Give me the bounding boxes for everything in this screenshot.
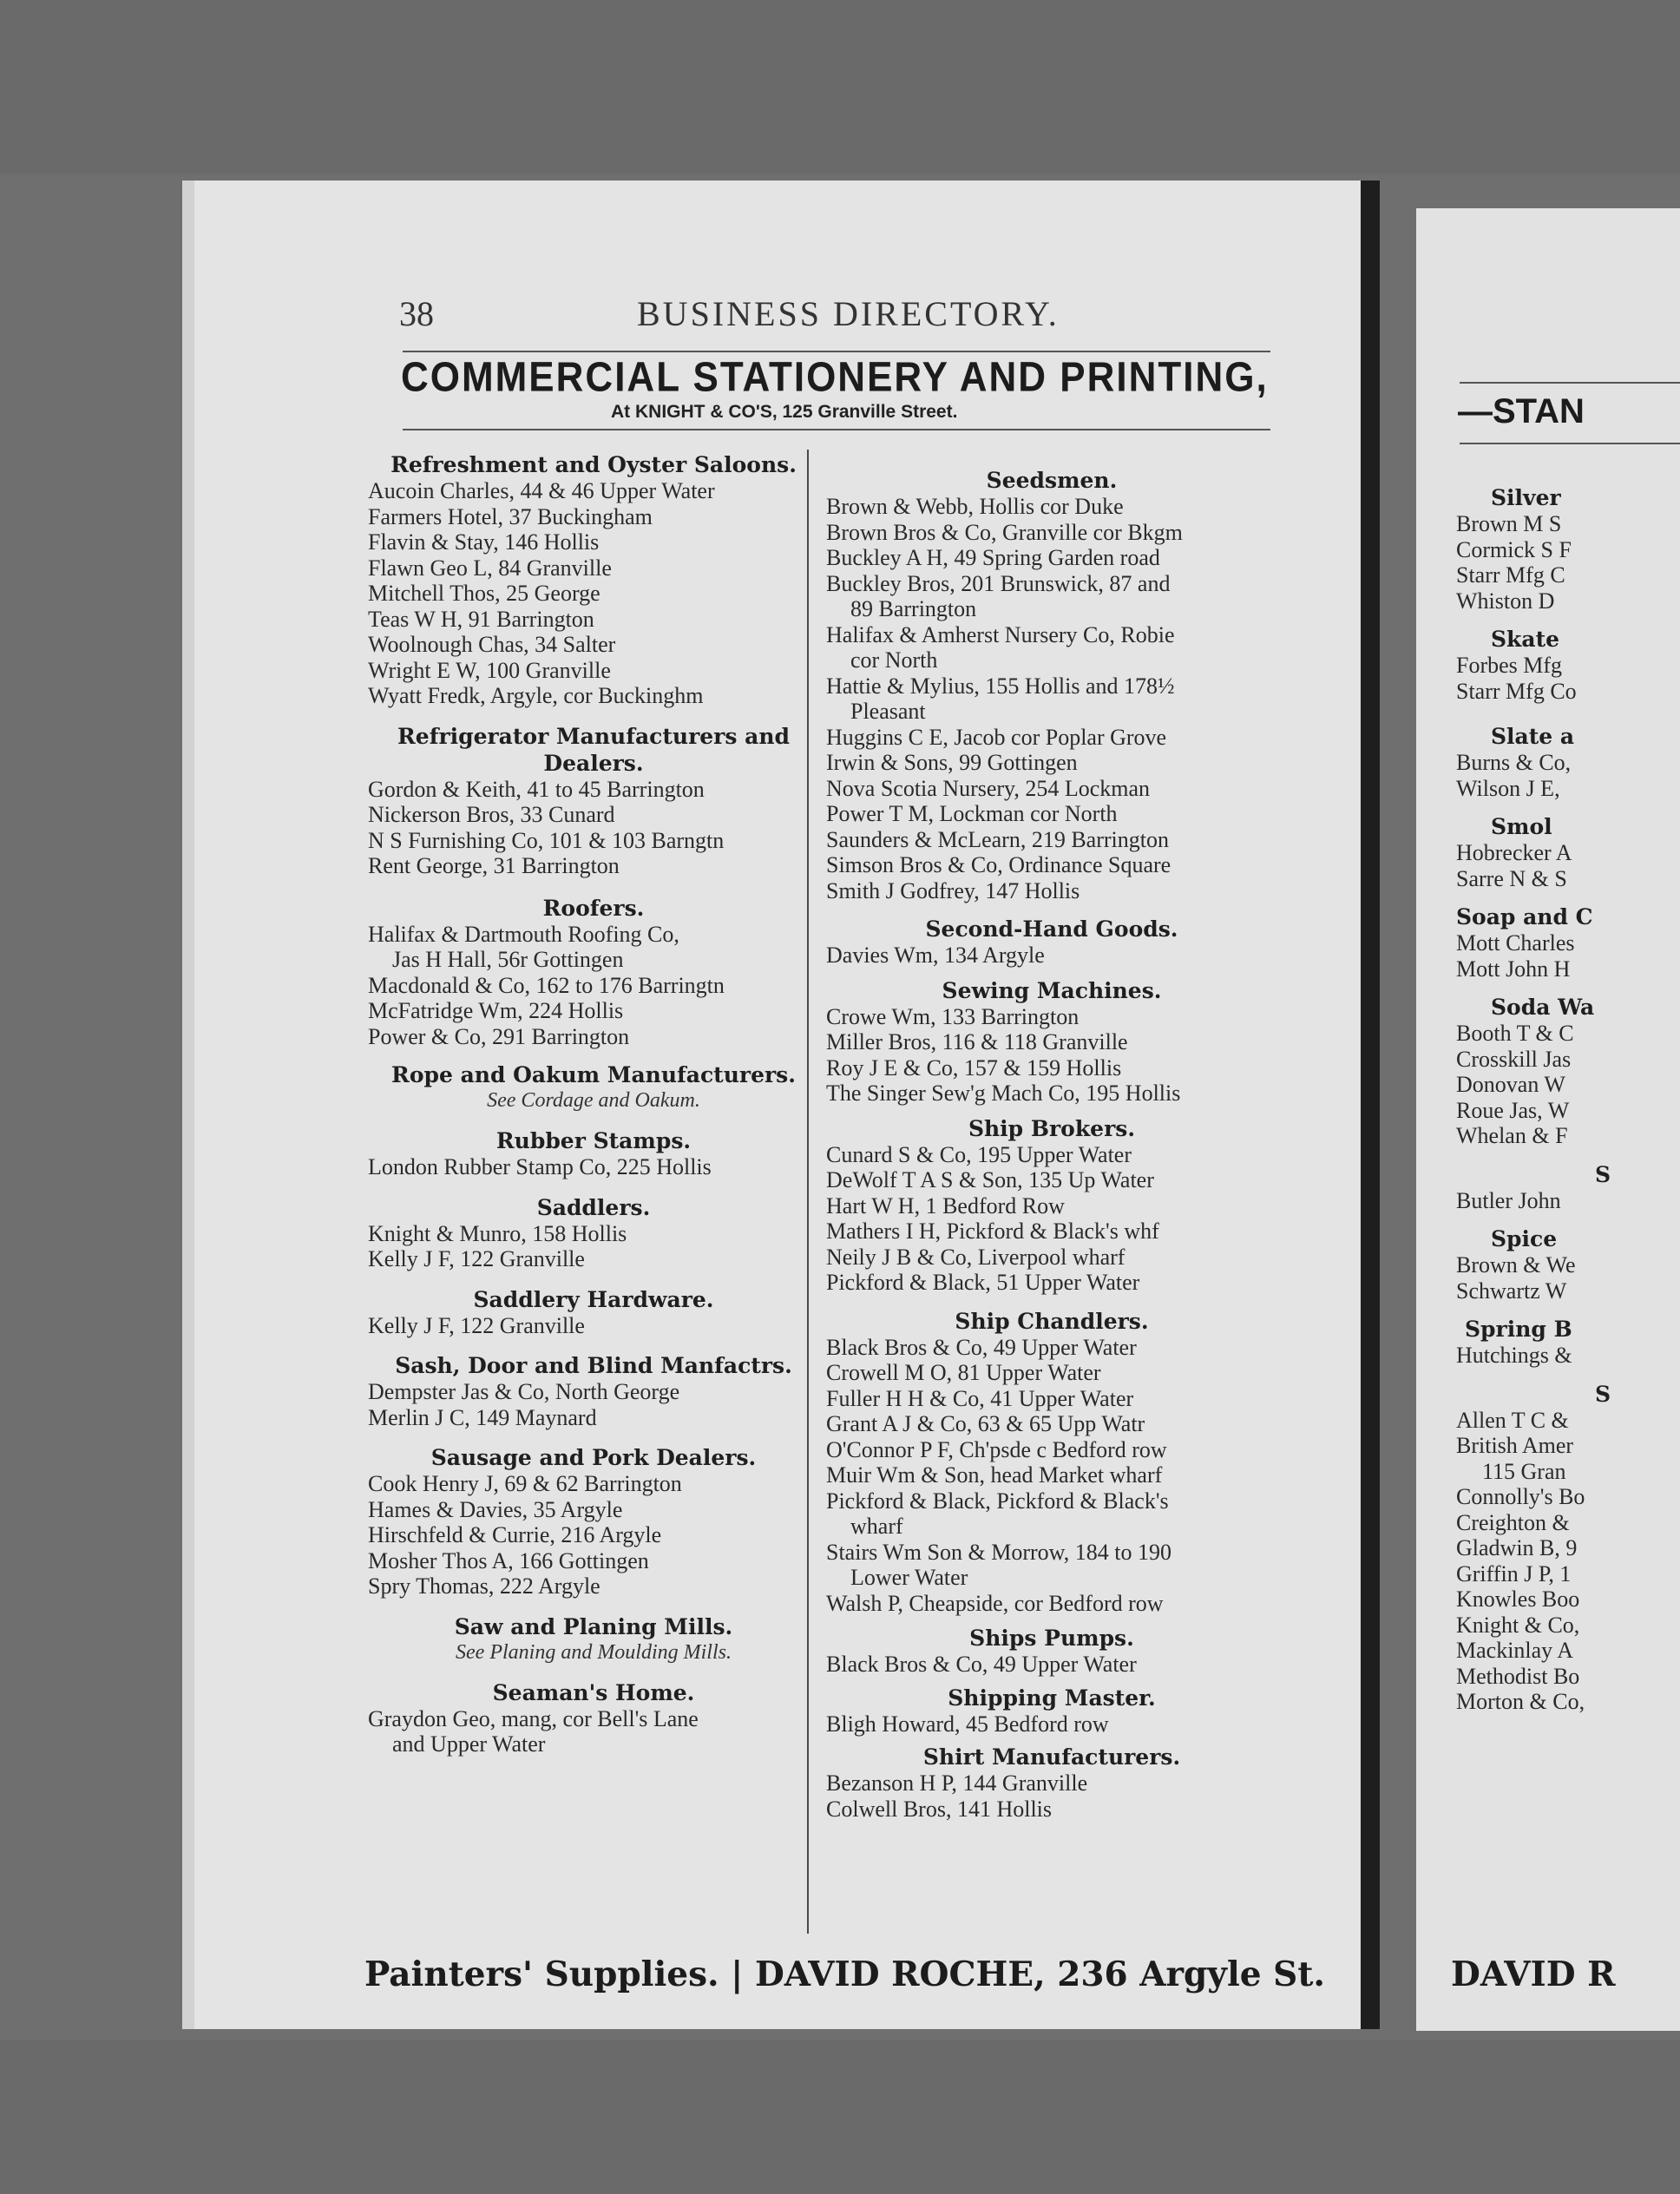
section-sash-door (368, 1352, 819, 1430)
list-item: Forbes Mfg (1456, 653, 1563, 678)
list-item: Huggins C E, Jacob cor Poplar Grove (826, 724, 1167, 750)
list-item: Saunders & McLearn, 219 Barrington (826, 826, 1169, 852)
section-heading: Rubber Stamps. (495, 1128, 692, 1153)
entry-list (826, 1770, 1277, 1822)
list-item: Bezanson H P, 144 Granville (826, 1770, 1088, 1796)
list-item: Wright E W, 100 Granville (368, 657, 611, 683)
section-heading: Seaman's Home. (492, 1679, 695, 1705)
section-ships-pumps (826, 1625, 1277, 1678)
list-item: Kelly J F, 122 Granville (368, 1246, 585, 1271)
list-item: Mott John H (1456, 956, 1571, 982)
list-item: Mathers I H, Pickford & Black's whf (826, 1219, 1159, 1244)
section-fragment (1456, 1225, 1680, 1304)
entry-list (826, 943, 1277, 969)
banner-rule-top (403, 351, 1270, 352)
entry-list (368, 777, 819, 879)
list-item: Starr Mfg C (1456, 562, 1565, 588)
section-ship-chandlers (826, 1308, 1277, 1617)
list-item: Kelly J F, 122 Granville (368, 1312, 585, 1338)
list-item: Mott Charles (1456, 930, 1575, 956)
entry-list (368, 1706, 819, 1757)
section-heading: Rope and Oakum Manufacturers. (391, 1062, 796, 1087)
list-item: Spry Thomas, 222 Argyle (368, 1573, 600, 1599)
list-item: Simson Bros & Co, Ordinance Square (826, 852, 1171, 877)
list-item: Butler John (1456, 1187, 1561, 1213)
list-item: Power & Co, 291 Barrington (368, 1023, 630, 1049)
section-heading: Seedsmen. (986, 468, 1118, 493)
section-fragment (1456, 1316, 1680, 1369)
list-item: Allen T C & (1456, 1407, 1569, 1433)
list-item: Nova Scotia Nursery, 254 Lockman (826, 775, 1151, 801)
list-item: Walsh P, Cheapside, cor Bedford row (826, 1590, 1164, 1616)
banner-title: COMMERCIAL STATIONERY AND PRINTING, (401, 353, 1269, 401)
entry-list (1456, 840, 1680, 891)
next-page-partial (1416, 208, 1680, 2031)
section-rope-oakum (368, 1061, 819, 1113)
footer-advertisement: Painters' Supplies. | DAVID ROCHE, 236 Argyle St. (364, 1954, 1325, 1994)
list-item: Mosher Thos A, 166 Gottingen (368, 1547, 649, 1573)
list-item: Merlin J C, 149 Maynard (368, 1404, 597, 1430)
entry-list (368, 1471, 819, 1600)
list-item: Booth T & C (1456, 1021, 1574, 1046)
list-item: Muir Wm & Son, head Market wharf (826, 1462, 1163, 1488)
list-item: Whiston D (1456, 588, 1555, 614)
section-ship-brokers (826, 1115, 1277, 1296)
list-item: Griffin J P, 1 (1456, 1560, 1572, 1586)
list-item: Nickerson Bros, 33 Cunard (368, 802, 615, 827)
list-item: Mackinlay A (1456, 1638, 1574, 1663)
section-heading: Smol (1491, 814, 1552, 839)
list-item: Burns & Co, (1456, 750, 1572, 775)
section-fragment (1456, 903, 1680, 982)
entry-list (826, 1142, 1277, 1296)
list-item: Hutchings & (1456, 1343, 1572, 1368)
entry-list (826, 1711, 1277, 1737)
list-item: Donovan W (1456, 1072, 1565, 1097)
list-item: Knight & Co, (1456, 1612, 1580, 1638)
list-item: Miller Bros, 116 & 118 Granville (826, 1029, 1128, 1054)
entry-list (368, 922, 819, 1050)
section-heading: Saw and Planing Mills. (454, 1613, 733, 1639)
section-saddlery-hardware (368, 1286, 819, 1339)
list-item: Connolly's Bo (1456, 1484, 1585, 1509)
list-item: Pickford & Black, Pickford & Black's wharf (826, 1488, 1169, 1539)
section-heading: Refrigerator Manufacturers and Dealers. (397, 723, 790, 776)
list-item: Rent George, 31 Barrington (368, 853, 620, 878)
entry-list (1456, 1343, 1680, 1369)
scan-background-bottom (0, 2040, 1680, 2194)
section-heading: Ships Pumps. (969, 1626, 1134, 1651)
list-item: Hames & Davies, 35 Argyle (368, 1496, 623, 1522)
list-item: Hart W H, 1 Bedford Row (826, 1192, 1065, 1219)
list-item: Methodist Bo (1456, 1663, 1580, 1689)
section-fragment (1456, 626, 1680, 704)
entry-list (1456, 1021, 1680, 1149)
list-item: O'Connor P F, Ch'psde c Bedford row (826, 1436, 1167, 1462)
section-heading: Sausage and Pork Dealers. (430, 1445, 757, 1470)
section-sewing-machines (826, 977, 1277, 1107)
section-seamans-home (368, 1679, 819, 1757)
section-heading: Saddlery Hardware. (473, 1286, 714, 1312)
list-item: Knight & Munro, 158 Hollis (368, 1220, 627, 1246)
list-item: Wyatt Fredk, Argyle, cor Buckinghm (368, 683, 704, 708)
list-item: Brown & Webb, Hollis cor Duke (826, 494, 1124, 519)
list-item: Starr Mfg Co (1456, 678, 1577, 704)
next-page-footer: DAVID R (1451, 1954, 1616, 1994)
list-item: Halifax & Dartmouth Roofing Co, Jas H Hall, 56r Gottingen (368, 921, 679, 972)
list-item: Dempster Jas & Co, North George (368, 1379, 680, 1404)
section-fragment (1456, 813, 1680, 891)
list-item: Smith J Godfrey, 147 Hollis (826, 877, 1080, 903)
list-item: Mitchell Thos, 25 George (368, 581, 600, 606)
entry-list (1456, 930, 1680, 982)
list-item: Stairs Wm Son & Morrow, 184 to 190 Lower Water (826, 1539, 1171, 1590)
section-heading: Soap and C (1456, 904, 1593, 929)
section-refrigerator (368, 723, 819, 879)
section-fragment (1456, 994, 1680, 1149)
section-heading: Spice (1491, 1226, 1558, 1251)
column-divider (807, 450, 809, 1934)
section-heading: Shirt Manufacturers. (922, 1744, 1181, 1770)
list-item: Irwin & Sons, 99 Gottingen (826, 750, 1078, 775)
list-item: Halifax & Amherst Nursery Co, Robie cor North (826, 621, 1175, 673)
list-item: Aucoin Charles, 44 & 46 Upper Water (368, 478, 715, 503)
banner-subtitle: At KNIGHT & CO'S, 125 Granville Street. (611, 402, 958, 422)
entry-list (368, 478, 819, 709)
list-item: Neily J B & Co, Liverpool wharf (826, 1244, 1125, 1270)
entry-list (368, 1379, 819, 1430)
section-saw-planing (368, 1613, 819, 1665)
scan-background-top (0, 0, 1680, 174)
list-item: Flavin & Stay, 146 Hollis (368, 529, 600, 555)
section-heading: Sewing Machines. (942, 977, 1162, 1003)
section-fragment (1456, 1381, 1680, 1715)
list-item: Morton & Co, (1456, 1689, 1585, 1714)
section-heading: Silver (1491, 485, 1561, 510)
entry-list (1456, 511, 1680, 614)
banner-rule-bottom (403, 429, 1270, 430)
list-item: 115 Gran (1482, 1458, 1566, 1484)
list-item: Black Bros & Co, 49 Upper Water (826, 1334, 1137, 1360)
section-heading: S (1595, 1381, 1611, 1407)
list-item: Crosskill Jas (1456, 1046, 1572, 1072)
section-roofers (368, 895, 819, 1050)
list-item: Teas W H, 91 Barrington (368, 606, 594, 632)
section-rubber-stamps (368, 1127, 819, 1180)
list-item: Flawn Geo L, 84 Granville (368, 555, 612, 581)
section-heading: S (1595, 1161, 1611, 1187)
entry-list (826, 1335, 1277, 1617)
list-item: Farmers Hotel, 37 Buckingham (368, 503, 653, 529)
cross-reference-note: See Cordage and Oakum. (487, 1089, 700, 1112)
entry-list (826, 494, 1277, 903)
list-item: Bligh Howard, 45 Bedford row (826, 1711, 1109, 1737)
entry-list (368, 1221, 819, 1272)
left-column (368, 451, 819, 1757)
section-second-hand (826, 916, 1277, 969)
section-heading: Ship Brokers. (968, 1115, 1136, 1141)
section-seedsmen (826, 467, 1277, 903)
list-item: Fuller H H & Co, 41 Upper Water (826, 1385, 1134, 1411)
banner-rule-top (1460, 382, 1680, 384)
list-item: Buckley Bros, 201 Brunswick, 87 and 89 Barrington (826, 570, 1171, 621)
section-heading: Saddlers. (536, 1194, 651, 1220)
list-item: Brown M S (1456, 511, 1562, 536)
list-item: Buckley A H, 49 Spring Garden road (826, 545, 1160, 570)
list-item: Hattie & Mylius, 155 Hollis and 178½ Pleasant (826, 673, 1175, 724)
list-item: Davies Wm, 134 Argyle (826, 943, 1045, 968)
section-heading: Spring B (1465, 1317, 1572, 1342)
entry-list (1456, 750, 1680, 801)
section-heading: Roofers. (542, 895, 645, 921)
entry-list (368, 1313, 819, 1339)
directory-page (182, 181, 1380, 2029)
entry-list (826, 1652, 1277, 1678)
section-shirt-manufacturers (826, 1744, 1277, 1822)
entry-list (826, 1004, 1277, 1107)
list-item: British Amer (1456, 1433, 1574, 1458)
section-shipping-master (826, 1685, 1277, 1737)
list-item: Crowell M O, 81 Upper Water (826, 1360, 1101, 1385)
list-item: Power T M, Lockman cor North (826, 801, 1118, 826)
list-item: Woolnough Chas, 34 Salter (368, 632, 616, 657)
list-item: Cunard S & Co, 195 Upper Water (826, 1141, 1132, 1167)
list-item: Hirschfeld & Currie, 216 Argyle (368, 1522, 662, 1547)
right-column (826, 467, 1277, 1822)
list-item: Hobrecker A (1456, 840, 1572, 865)
list-item: London Rubber Stamp Co, 225 Hollis (368, 1154, 712, 1179)
list-item: Crowe Wm, 133 Barrington (826, 1003, 1080, 1029)
section-fragment (1456, 1161, 1680, 1214)
section-heading: Slate a (1491, 724, 1575, 749)
cross-reference-note: See Planing and Moulding Mills. (456, 1640, 732, 1664)
list-item: N S Furnishing Co, 101 & 103 Barngtn (368, 827, 725, 853)
list-item: Brown Bros & Co, Granville cor Bkgm (826, 519, 1183, 545)
list-item: Knowles Boo (1456, 1586, 1580, 1612)
section-refreshment (368, 451, 819, 709)
list-item: Black Bros & Co, 49 Upper Water (826, 1652, 1137, 1677)
section-sausage-pork (368, 1444, 819, 1600)
section-heading: Shipping Master. (948, 1685, 1156, 1711)
running-title: BUSINESS DIRECTORY. (637, 294, 1060, 333)
page-number: 38 (399, 294, 434, 333)
list-item: Cormick S F (1456, 536, 1572, 562)
list-item: The Singer Sew'g Mach Co, 195 Hollis (826, 1081, 1181, 1106)
list-item: Gladwin B, 9 (1456, 1535, 1578, 1560)
section-heading: Skate (1491, 627, 1560, 652)
list-item: Wilson J E, (1456, 775, 1560, 801)
section-heading: Refreshment and Oyster Saloons. (390, 452, 797, 477)
list-item: Creighton & (1456, 1509, 1570, 1535)
section-fragment (1456, 723, 1680, 801)
banner-rule-bottom (1460, 443, 1680, 444)
entry-list (1456, 653, 1680, 704)
next-page-column (1456, 484, 1680, 1715)
entry-list (368, 1154, 819, 1180)
section-saddlers (368, 1194, 819, 1272)
section-heading: Ship Chandlers. (955, 1308, 1149, 1334)
section-heading: Sash, Door and Blind Manfactrs. (395, 1353, 792, 1378)
entry-list (1456, 1188, 1680, 1214)
banner-title: —STAN (1458, 392, 1585, 430)
list-item: Pickford & Black, 51 Upper Water (826, 1270, 1140, 1295)
entry-list (1456, 1408, 1680, 1715)
section-heading: Second-Hand Goods. (925, 916, 1178, 942)
section-heading: Soda Wa (1491, 995, 1595, 1020)
list-item: McFatridge Wm, 224 Hollis (368, 998, 624, 1023)
list-item: Colwell Bros, 141 Hollis (826, 1796, 1053, 1822)
list-item: Macdonald & Co, 162 to 176 Barringtn (368, 972, 725, 998)
list-item: Graydon Geo, mang, cor Bell's Lane and Upper Water (368, 1705, 699, 1757)
list-item: Cook Henry J, 69 & 62 Barrington (368, 1471, 682, 1496)
list-item: Whelan & F (1456, 1123, 1568, 1148)
list-item: DeWolf T A S & Son, 135 Up Water (826, 1167, 1154, 1192)
list-item: Roy J E & Co, 157 & 159 Hollis (826, 1054, 1122, 1081)
section-fragment (1456, 484, 1680, 614)
list-item: Roue Jas, W (1456, 1097, 1570, 1123)
list-item: Sarre N & S (1456, 865, 1567, 891)
list-item: Gordon & Keith, 41 to 45 Barrington (368, 776, 705, 802)
list-item: Grant A J & Co, 63 & 65 Upp Watr (826, 1411, 1145, 1436)
list-item: Schwartz W (1456, 1278, 1567, 1304)
entry-list (1456, 1252, 1680, 1304)
list-item: Brown & We (1456, 1252, 1576, 1278)
